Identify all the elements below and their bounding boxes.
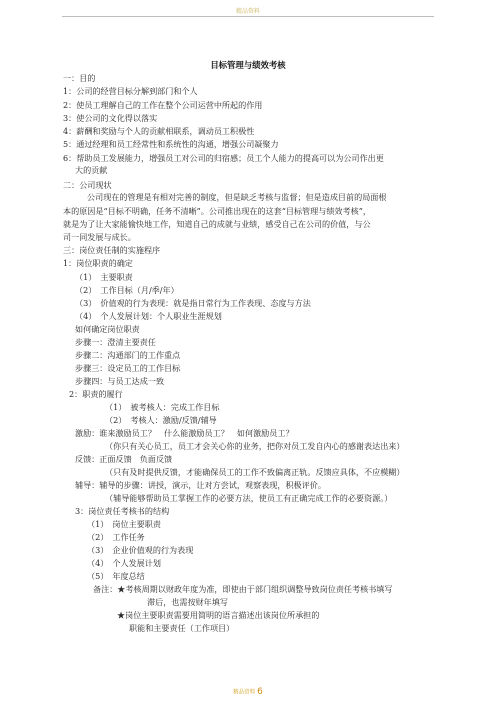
section-heading: 一：目的 bbox=[63, 73, 96, 83]
list-item: 步骤一：澄清主要责任 bbox=[75, 337, 156, 347]
page-footer bbox=[0, 681, 496, 700]
note-line: 职能和主要责任（工作项目） bbox=[129, 623, 235, 633]
list-item: （4） 个人发展计划 bbox=[87, 558, 161, 568]
list-item: （3） 价值观的行为表现：就是指日常行为工作表现、态度与方法 bbox=[75, 298, 311, 308]
list-item: 1：公司的经营目标分解到部门和个人 bbox=[63, 86, 198, 96]
list-item: 6：帮助员工发展能力，增强员工对公司的归宿感；员工个人能力的提高可以为公司作出更 bbox=[63, 153, 384, 163]
list-item: 步骤二：沟通部门的工作重点 bbox=[75, 350, 181, 360]
page-number: 6 bbox=[257, 686, 263, 697]
subsection-heading: 2：职责的履行 bbox=[69, 389, 123, 399]
header-divider bbox=[62, 16, 434, 17]
list-item: （1） 被考核人：完成工作目标 bbox=[105, 402, 220, 412]
list-item: （2） 考核人：激励/反馈/辅导 bbox=[105, 415, 217, 425]
subsection-heading: 3：岗位责任考核书的结构 bbox=[75, 506, 170, 516]
paragraph-line: （辅导能够帮助员工掌握工作的必要方法，使员工有正确完成工作的必要资源。） bbox=[105, 493, 393, 503]
subsection-heading: 1：岗位职责的确定 bbox=[63, 258, 133, 268]
list-item: 步骤四：与员工达成一致 bbox=[75, 376, 165, 386]
page-header: 精品资料 bbox=[235, 8, 260, 15]
list-item: （3） 企业价值观的行为表现 bbox=[87, 545, 194, 555]
paragraph-line: 公司现在的管理是有相对完善的制度，但是缺乏考核与监督；但是造成目前的局面根 bbox=[87, 192, 387, 202]
list-item: （2） 工作任务 bbox=[87, 532, 145, 542]
section-heading: 三：岗位责任制的实施程序 bbox=[63, 245, 161, 255]
paragraph-line: 本的原因是“目标不明确，任务不清晰”。公司推出现在的这套“目标管理与绩效考核”， bbox=[63, 206, 371, 216]
list-item: （1） 主要职责 bbox=[75, 272, 133, 282]
paragraph-line: （你只有关心员工，员工才会关心你的业务，把你对员工发自内心的感谢表达出来） bbox=[105, 441, 405, 451]
paragraph-line: 反馈：正面反馈 负面反馈 bbox=[75, 454, 173, 464]
note-line: 备注：★考核周期以财政年度为准，即使由于部门组织调整导致岗位责任考核书填写 bbox=[93, 584, 393, 594]
paragraph-line: 辅导：辅导的步骤：讲授，演示，让对方尝试，观察表现，积极评价。 bbox=[75, 480, 326, 490]
list-item: 3：使公司的文化得以落实 bbox=[63, 113, 158, 123]
list-item: 4：薪酬和奖励与个人的贡献相联系，调动员工积极性 bbox=[63, 126, 255, 136]
paragraph-line: （只有及时提供反馈，才能确保员工的工作不致偏离正轨。反馈应具体，不应模糊） bbox=[105, 467, 405, 477]
list-item: 步骤三：设定员工的工作目标 bbox=[75, 363, 181, 373]
paragraph-line: 如何确定岗位职责 bbox=[75, 324, 140, 334]
list-item: （2） 工作目标（月/季/年） bbox=[75, 285, 179, 295]
list-item: 5：通过经理和员工经常性和系统性的沟通，增强公司凝聚力 bbox=[63, 139, 279, 149]
note-line: ★岗位主要职责需要用简明的语言描述出该岗位所承担的 bbox=[117, 610, 320, 620]
list-item-continued: 大的贡献 bbox=[75, 165, 108, 175]
paragraph-line: 激励：谁来激励员工？ 什么能激励员工？ 如何激励员工？ bbox=[75, 428, 294, 438]
list-item: 2：使员工理解自己的工作在整个公司运营中所起的作用 bbox=[63, 100, 263, 110]
paragraph-line: 司一同发展与成长。 bbox=[63, 232, 136, 242]
list-item: （5） 年度总结 bbox=[87, 571, 145, 581]
list-item: （4） 个人发展计划：个人职业生涯规划 bbox=[75, 311, 222, 321]
paragraph-line: 就是为了让大家能愉快地工作，知道自己的成就与业绩，感受自己在公司的价值，与公 bbox=[63, 219, 371, 229]
footer-label: 精品资料 bbox=[233, 689, 256, 696]
section-heading: 二：公司现状 bbox=[63, 180, 112, 190]
note-line: 滞后，也需按财年填写 bbox=[147, 597, 228, 607]
document-title: 目标管理与绩效考核 bbox=[210, 60, 286, 70]
list-item: （1） 岗位主要职责 bbox=[87, 519, 161, 529]
